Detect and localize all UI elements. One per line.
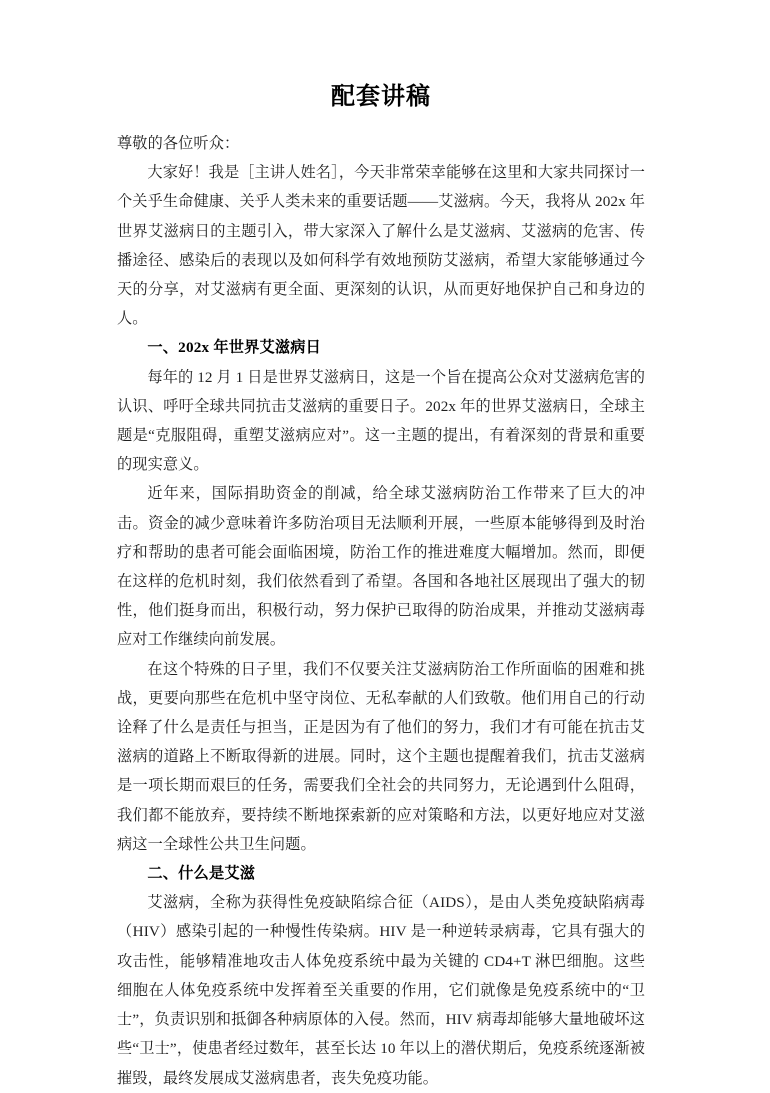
section-heading: 一、202x 年世界艾滋病日: [147, 339, 322, 357]
document-body: [117, 0, 645, 1093]
section-heading: 二、什么是艾滋: [147, 865, 256, 883]
body-paragraph: 每年的 12 月 1 日是世界艾滋病日，这是一个旨在提高公众对艾滋病危害的认识、呼吁全球共同抗击艾滋病的重要日子。202x 年的世界艾滋病日，全球主题是“克服阻碍，重塑艾滋病应对”。这一主题的提出，有着深刻的背景和重要的现实意义。: [117, 368, 645, 474]
document-content: [117, 129, 645, 1093]
body-paragraph: 在这个特殊的日子里，我们不仅要关注艾滋病防治工作所面临的困难和挑战，更要向那些在危机中坚守岗位、无私奉献的人们致敬。他们用自己的行动诠释了什么是责任与担当，正是因为有了他们的努力，我们才有可能在抗击艾滋病的道路上不断取得新的进展。同时，这个主题也提醒着我们，抗击艾滋病是一项长期而艰巨的任务，需要我们全社会的共同努力，无论遇到什么阻碍，我们都不能放弃，要持续不断地探索新的应对策略和方法，以更好地应对艾滋病这一全球性公共卫生问题。: [117, 660, 645, 853]
page-title: 配套讲稿: [331, 84, 431, 110]
body-paragraph: 艾滋病，全称为获得性免疫缺陷综合征（AIDS），是由人类免疫缺陷病毒（HIV）感染引起的一种慢性传染病。HIV 是一种逆转录病毒，它具有强大的攻击性，能够精准地攻击人体免疫系统中最为关键的 CD4+T 淋巴细胞。这些细胞在人体免疫系统中发挥着至关重要的作用，它们就像是免疫系统中的“卫士”，负责识别和抵御各种病原体的入侵。然而，HIV 病毒却能够大量地破坏这些“卫士”，使患者经过数年，甚至长达 10 年以上的潜伏期后，免疫系统逐渐被摧毁，最终发展成艾滋病患者，丧失免疫功能。: [117, 894, 645, 1087]
salutation: 尊敬的各位听众：: [117, 135, 240, 152]
body-paragraph: 大家好！我是［主讲人姓名］，今天非常荣幸能够在这里和大家共同探讨一个关乎生命健康、关乎人类未来的重要话题——艾滋病。今天，我将从 202x 年世界艾滋病日的主题引入，带大家深入了解什么是艾滋病、艾滋病的危害、传播途径、感染后的表现以及如何科学有效地预防艾滋病，希望大家能够通过今天的分享，对艾滋病有更全面、更深刻的认识，从而更好地保护自己和身边的人。: [117, 164, 645, 328]
body-paragraph: 近年来，国际捐助资金的削减，给全球艾滋病防治工作带来了巨大的冲击。资金的减少意味着许多防治项目无法顺利开展，一些原本能够得到及时治疗和帮助的患者可能会面临困境，防治工作的推进难度大幅增加。然而，即便在这样的危机时刻，我们依然看到了希望。各国和各地社区展现出了强大的韧性，他们挺身而出，积极行动，努力保护已取得的防治成果，并推动艾滋病毒应对工作继续向前发展。: [117, 485, 645, 649]
